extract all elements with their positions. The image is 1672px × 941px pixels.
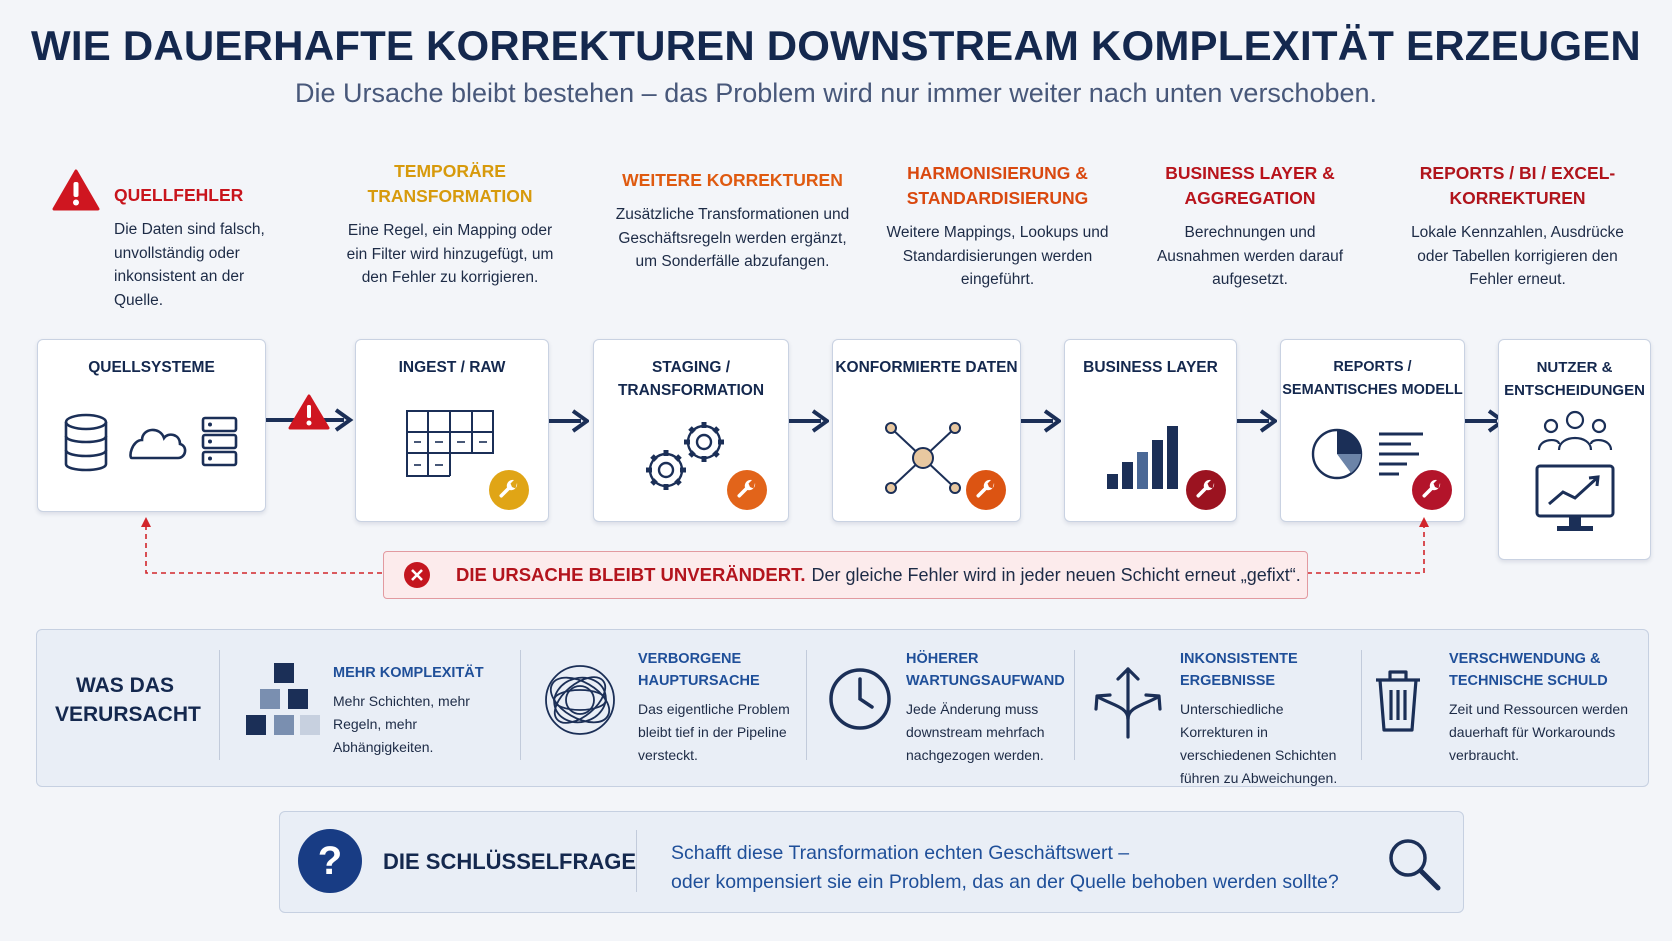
- effect-description: Zeit und Ressourcen werden dauerhaft für Workarounds verbraucht.: [1449, 701, 1628, 763]
- box-title: KONFORMIERTE DATEN: [835, 359, 1018, 376]
- magnifier-icon: [1386, 836, 1442, 892]
- report-icon: [1311, 426, 1431, 482]
- box-title: BUSINESS LAYER: [1083, 359, 1218, 376]
- stage-description: Eine Regel, ein Mapping oder ein Filter wird hinzugefügt, um den Fehler zu korrigieren.: [346, 222, 554, 286]
- arrow-right-icon: [789, 408, 829, 434]
- effect-description: Mehr Schichten, mehr Regeln, mehr Abhängigkeiten.: [333, 693, 470, 755]
- effect-verschwendung: [1449, 648, 1644, 767]
- stage-heading: REPORTS / BI / EXCEL-KORREKTUREN: [1419, 163, 1616, 208]
- stage-heading: HARMONISIERUNG & STANDARDISIERUNG: [906, 163, 1089, 208]
- stage-heading: BUSINESS LAYER & AGGREGATION: [1165, 163, 1335, 208]
- effect-title: INKONSISTENTE ERGEBNISSE: [1180, 651, 1298, 689]
- effect-description: Jede Änderung muss downstream mehrfach nachgezogen werden.: [906, 701, 1045, 763]
- key-question-line2: oder kompensiert sie ein Problem, das an der Quelle behoben werden sollte?: [671, 871, 1339, 893]
- wrench-icon: [1412, 470, 1452, 510]
- effect-title: VERBORGENE HAUPTURSACHE: [638, 651, 760, 689]
- box-title: NUTZER & ENTSCHEIDUNGEN: [1504, 359, 1645, 399]
- key-question-label: DIE SCHLÜSSELFRAGE: [383, 849, 637, 874]
- box-reports-semantisches-modell: [1280, 339, 1465, 522]
- stage-description: Zusätzliche Transformationen und Geschäftsregeln werden ergänzt, um Sonderfälle abzufangen.: [615, 206, 850, 270]
- clock-icon: [828, 667, 892, 731]
- box-business-layer: [1064, 339, 1237, 522]
- network-icon: [883, 420, 963, 496]
- page-subtitle: Die Ursache bleibt bestehen – das Problem wird nur immer weiter nach unten verschoben.: [294, 78, 1378, 108]
- warning-icon: [52, 168, 100, 217]
- warning-icon: [288, 393, 330, 431]
- box-title: INGEST / RAW: [398, 359, 506, 376]
- users-icon: [1537, 410, 1613, 454]
- stage-description: Lokale Kennzahlen, Ausdrücke oder Tabellen korrigieren den Fehler erneut.: [1411, 224, 1624, 288]
- box-ingest-raw: [355, 339, 549, 522]
- diverging-arrows-icon: [1092, 665, 1164, 739]
- arrow-right-icon: [1237, 408, 1277, 434]
- effect-mehr-komplexitaet: [333, 662, 518, 759]
- key-question-line1: Schafft diese Transformation echten Geschäftswert –: [671, 842, 1130, 864]
- blocks-icon: [244, 661, 322, 737]
- effect-inkonsistente-ergebnisse: [1180, 648, 1360, 790]
- stage-heading: QUELLFEHLER: [114, 185, 244, 205]
- stage-harmonisierung: [885, 161, 1110, 292]
- tangle-icon: [543, 663, 617, 737]
- effect-description: Unterschiedliche Korrekturen in verschiedenen Schichten führen zu Abweichungen.: [1180, 701, 1338, 786]
- bar-chart-icon: [1105, 424, 1185, 490]
- stage-heading: WEITERE KORREKTUREN: [622, 170, 843, 190]
- trash-icon: [1374, 668, 1422, 732]
- effect-title: MEHR KOMPLEXITÄT: [333, 665, 484, 681]
- effect-verborgene-hauptursache: [638, 648, 808, 767]
- effect-hoeherer-wartungsaufwand: [906, 648, 1076, 767]
- stage-weitere-korrekturen: [615, 168, 850, 274]
- wrench-icon: [1186, 470, 1226, 510]
- stage-description: Die Daten sind falsch, unvollständig oder inkonsistent an der Quelle.: [114, 221, 265, 309]
- stage-description: Weitere Mappings, Lookups und Standardisierungen werden eingeführt.: [886, 224, 1109, 288]
- stage-quellfehler: [114, 183, 294, 312]
- stage-heading: TEMPORÄRE TRANSFORMATION: [367, 161, 533, 206]
- wrench-icon: [727, 470, 767, 510]
- box-title: REPORTS / SEMANTISCHES MODELL: [1282, 359, 1463, 398]
- table-icon: [406, 410, 496, 478]
- effect-title: HÖHERER WARTUNGSAUFWAND: [906, 651, 1065, 689]
- question-mark-icon: ?: [298, 829, 362, 893]
- effects-label: WAS DAS VERURSACHT: [55, 674, 201, 726]
- dashboard-monitor-icon: [1535, 464, 1615, 536]
- arrow-right-icon: [1021, 408, 1061, 434]
- wrench-icon: [489, 470, 529, 510]
- box-quellsysteme: [37, 339, 266, 512]
- box-title: QUELLSYSTEME: [88, 359, 215, 376]
- stage-business-layer: [1155, 161, 1345, 292]
- key-question-divider: [636, 830, 637, 892]
- cause-banner: [383, 551, 1308, 599]
- arrow-right-icon: [549, 408, 589, 434]
- key-question-text: [671, 839, 1339, 897]
- stage-reports: [1395, 161, 1640, 292]
- gears-icon: [638, 416, 734, 498]
- box-konformierte-daten: [832, 339, 1021, 522]
- source-systems-icon: [64, 412, 244, 476]
- box-staging-transformation: [593, 339, 789, 522]
- effect-title: VERSCHWENDUNG & TECHNISCHE SCHULD: [1449, 651, 1608, 689]
- stage-description: Berechnungen und Ausnahmen werden darauf aufgesetzt.: [1156, 224, 1344, 288]
- error-x-icon: [404, 562, 430, 588]
- effect-description: Das eigentliche Problem bleibt tief in der Pipeline versteckt.: [638, 701, 790, 763]
- box-title: STAGING / TRANSFORMATION: [617, 359, 765, 399]
- stage-temporaere-transformation: [345, 159, 555, 290]
- cause-bold-text: DIE URSACHE BLEIBT UNVERÄNDERT.: [456, 564, 806, 585]
- wrench-icon: [966, 470, 1006, 510]
- page-title: WIE DAUERHAFTE KORREKTUREN DOWNSTREAM KOMPLEXITÄT ERZEUGEN: [31, 22, 1641, 69]
- box-nutzer-entscheidungen: [1498, 339, 1651, 560]
- cause-text: Der gleiche Fehler wird in jeder neuen Schicht erneut „gefixt“.: [811, 564, 1301, 585]
